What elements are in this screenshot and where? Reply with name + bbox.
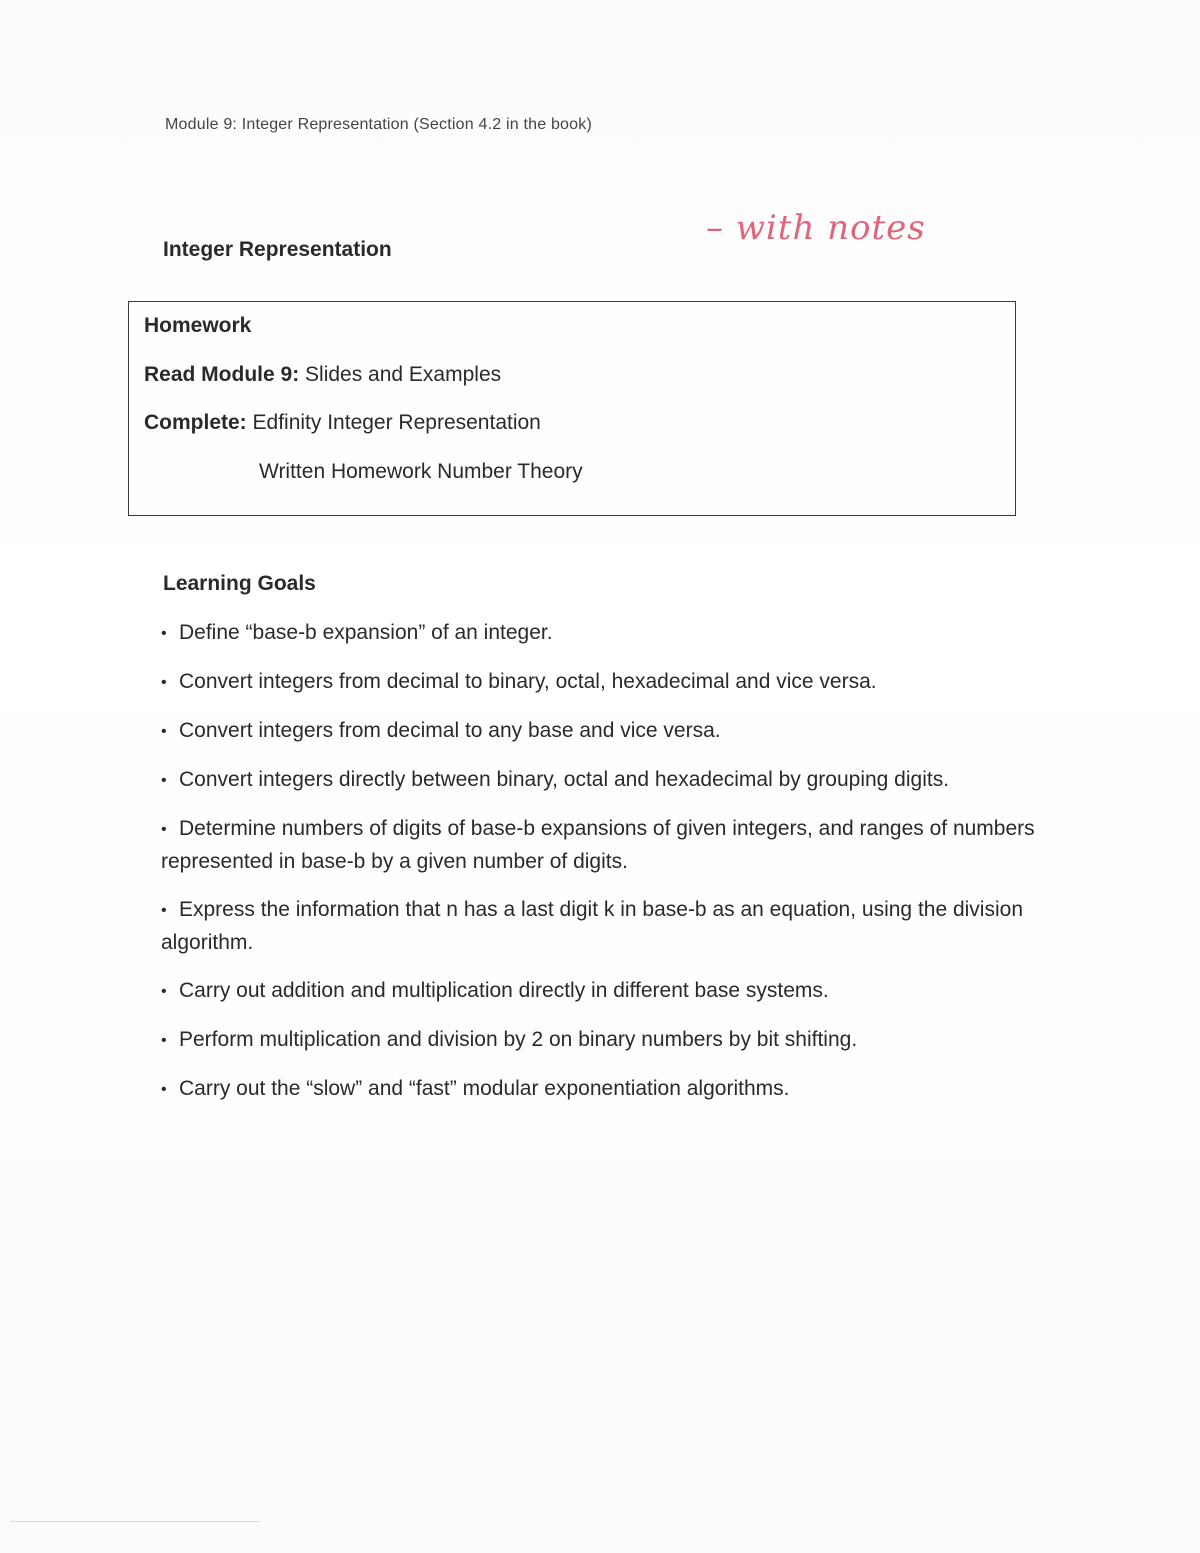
complete-label: Complete:: [144, 411, 247, 434]
goal-text: Determine numbers of digits of base-b expansions of given integers, and ranges of numbers represented in base-b by a given number of digits.: [161, 817, 1035, 873]
handwritten-annotation: – with notes: [706, 208, 926, 248]
bullet-icon: •: [161, 625, 167, 642]
goal-text: Define “base-b expansion” of an integer.: [179, 621, 553, 644]
bullet-icon: •: [161, 983, 167, 1000]
read-text: Slides and Examples: [299, 363, 502, 386]
goal-text: Convert integers from decimal to binary, octal, hexadecimal and vice versa.: [179, 670, 877, 693]
learning-goals-title: Learning Goals: [163, 572, 316, 595]
goal-text: Convert integers from decimal to any base and vice versa.: [179, 719, 721, 742]
list-item: [161, 975, 1041, 1008]
scan-artifact-line: [10, 1521, 260, 1522]
list-item: [161, 617, 1041, 650]
homework-complete-line-2: Written Homework Number Theory: [259, 460, 583, 483]
list-item: [161, 1073, 1041, 1106]
list-item: [161, 894, 1041, 959]
homework-title: Homework: [144, 314, 252, 337]
bullet-icon: •: [161, 772, 167, 789]
complete-text: Edfinity Integer Representation: [246, 411, 541, 434]
homework-read-line: [144, 363, 501, 387]
list-item: [161, 715, 1041, 748]
goal-text: Convert integers directly between binary, octal and hexadecimal by grouping digits.: [179, 768, 950, 791]
bullet-icon: •: [161, 1081, 167, 1098]
bullet-icon: •: [161, 1032, 167, 1049]
section-title: Integer Representation: [163, 238, 392, 261]
list-item: [161, 1024, 1041, 1057]
list-item: [161, 813, 1041, 878]
goal-text: Perform multiplication and division by 2 on binary numbers by bit shifting.: [179, 1028, 858, 1051]
learning-goals-list: [161, 617, 1041, 1122]
list-item: [161, 764, 1041, 797]
bullet-icon: •: [161, 674, 167, 691]
goal-text: Carry out the “slow” and “fast” modular exponentiation algorithms.: [179, 1077, 790, 1100]
goal-text: Carry out addition and multiplication directly in different base systems.: [179, 979, 829, 1002]
bullet-icon: •: [161, 902, 167, 919]
homework-complete-line: [144, 411, 541, 435]
bullet-icon: •: [161, 821, 167, 838]
running-header: Module 9: Integer Representation (Section 4.2 in the book): [165, 116, 592, 133]
homework-box: [128, 301, 1016, 516]
goal-text: Express the information that n has a last digit k in base-b as an equation, using the division algorithm.: [161, 898, 1023, 954]
bullet-icon: •: [161, 723, 167, 740]
read-label: Read Module 9:: [144, 363, 300, 386]
list-item: [161, 666, 1041, 699]
